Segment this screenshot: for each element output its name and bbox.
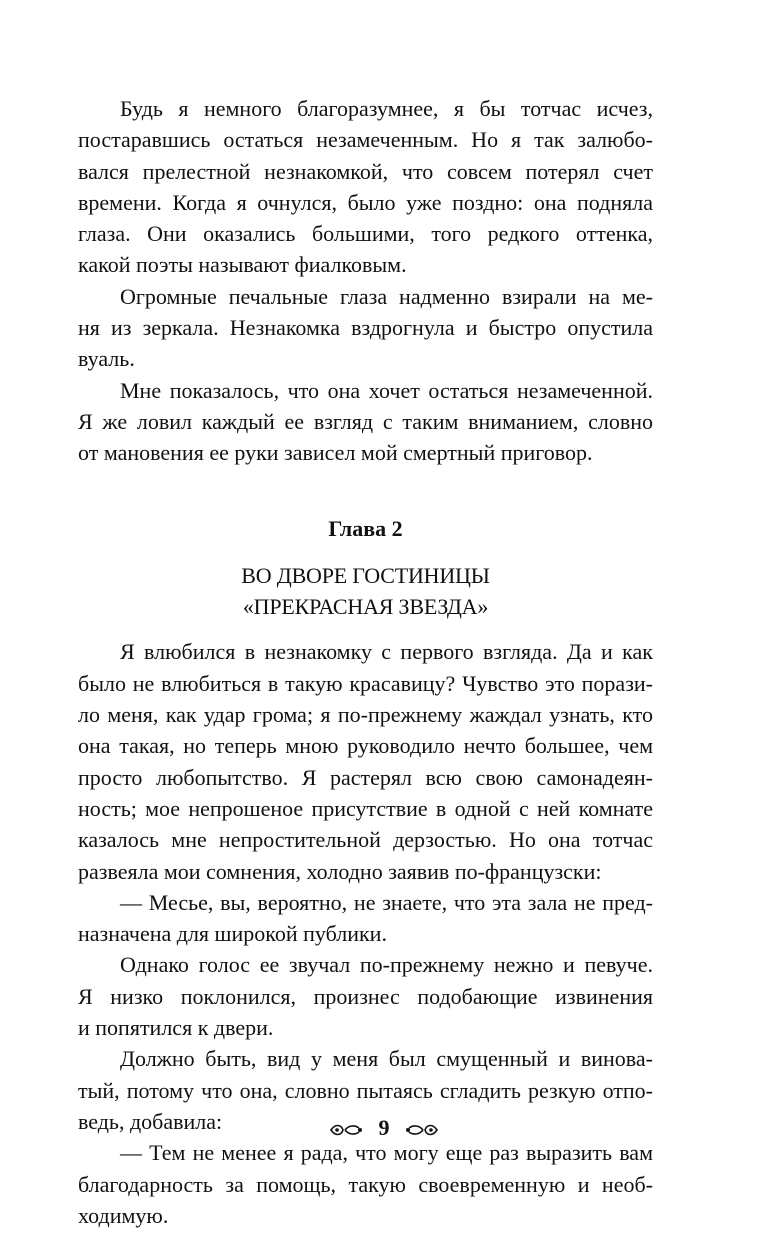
chapter-title-line-2: «ПРЕКРАСНАЯ ЗВЕЗДА» <box>242 594 489 620</box>
paragraph <box>78 887 653 950</box>
paragraph <box>78 1137 653 1231</box>
chapter-title-line-1: ВО ДВОРЕ ГОСТИНИЦЫ <box>241 562 490 588</box>
text-line: — Тем не менее я рада, что могу еще раз выразить вам <box>120 1140 653 1166</box>
text-line: ность; мое непрошеное присутствие в одной с ней комнате <box>78 795 653 821</box>
text-line: какой поэты называют фиалковым. <box>78 252 407 278</box>
paragraph <box>78 375 653 469</box>
left-ornament-icon <box>329 1122 363 1138</box>
page-body <box>78 93 653 1231</box>
chapter-number: Глава 2 <box>328 515 403 541</box>
text-line: и попятился к двери. <box>78 1015 274 1041</box>
text-line: Мне показалось, что она хочет остаться незамеченной. <box>120 377 653 403</box>
text-line: развеяла мои сомнения, холодно заявив по-французски: <box>78 858 602 884</box>
text-line: — Месье, вы, вероятно, не знаете, что эта зала не пред- <box>120 889 653 915</box>
text-line: она такая, но теперь мною руководило нечто большее, чем <box>78 733 653 759</box>
text-line: просто любопытство. Я растерял всю свою самонадеян- <box>78 764 653 790</box>
page-number: 9 <box>378 1115 390 1140</box>
paragraph <box>78 93 653 281</box>
text-section-top <box>78 93 653 469</box>
paragraph <box>78 949 653 1043</box>
text-line: глаза. Они оказались большими, того редкого оттенка, <box>78 221 653 247</box>
text-line: ведь, добавила: <box>78 1108 223 1134</box>
text-line: казалось мне непростительной дерзостью. Но она тотчас <box>78 827 653 853</box>
text-line: от мановения ее руки зависел мой смертный приговор. <box>78 440 593 466</box>
text-line: Огромные печальные глаза надменно взирали на ме- <box>120 283 653 309</box>
text-line: ходимую. <box>78 1202 169 1228</box>
text-line: Однако голос ее звучал по-прежнему нежно и певуче. <box>120 952 653 978</box>
text-line: времени. Когда я очнулся, было уже поздно: она подняла <box>78 189 653 215</box>
text-line: Должно быть, вид у меня был смущенный и винова- <box>120 1046 653 1072</box>
text-line: Будь я немного благоразумнее, я бы тотчас исчез, <box>120 96 653 121</box>
text-line: вался прелестной незнакомкой, что совсем потерял счет <box>78 158 653 184</box>
text-line: Я влюбился в незнакомку с первого взгляда. Да и как <box>120 639 653 665</box>
text-line: ло меня, как удар грома; я по-прежнему жаждал узнать, кто <box>78 702 653 728</box>
text-line: Я же ловил каждый ее взгляд с таким вниманием, словно <box>78 408 653 434</box>
paragraph <box>78 636 653 886</box>
text-line: тый, потому что она, словно пытаясь сгладить резкую отпо- <box>78 1077 653 1103</box>
text-line: благодарность за помощь, такую своевременную и необ- <box>78 1171 653 1197</box>
text-line: вуаль. <box>78 346 135 372</box>
text-line: постаравшись остаться незамеченным. Но я так залюбо- <box>78 127 653 153</box>
text-line: было не влюбиться в такую красавицу? Чувство это порази- <box>78 670 653 696</box>
text-section-bottom <box>78 636 653 1231</box>
text-line: Я низко поклонился, произнес подобающие извинения <box>78 983 653 1009</box>
right-ornament-icon <box>405 1122 439 1138</box>
page-footer <box>0 1115 768 1141</box>
text-line: назначена для широкой публики. <box>78 921 387 947</box>
paragraph <box>78 281 653 375</box>
text-line: ня из зеркала. Незнакомка вздрогнула и быстро опустила <box>78 315 653 341</box>
